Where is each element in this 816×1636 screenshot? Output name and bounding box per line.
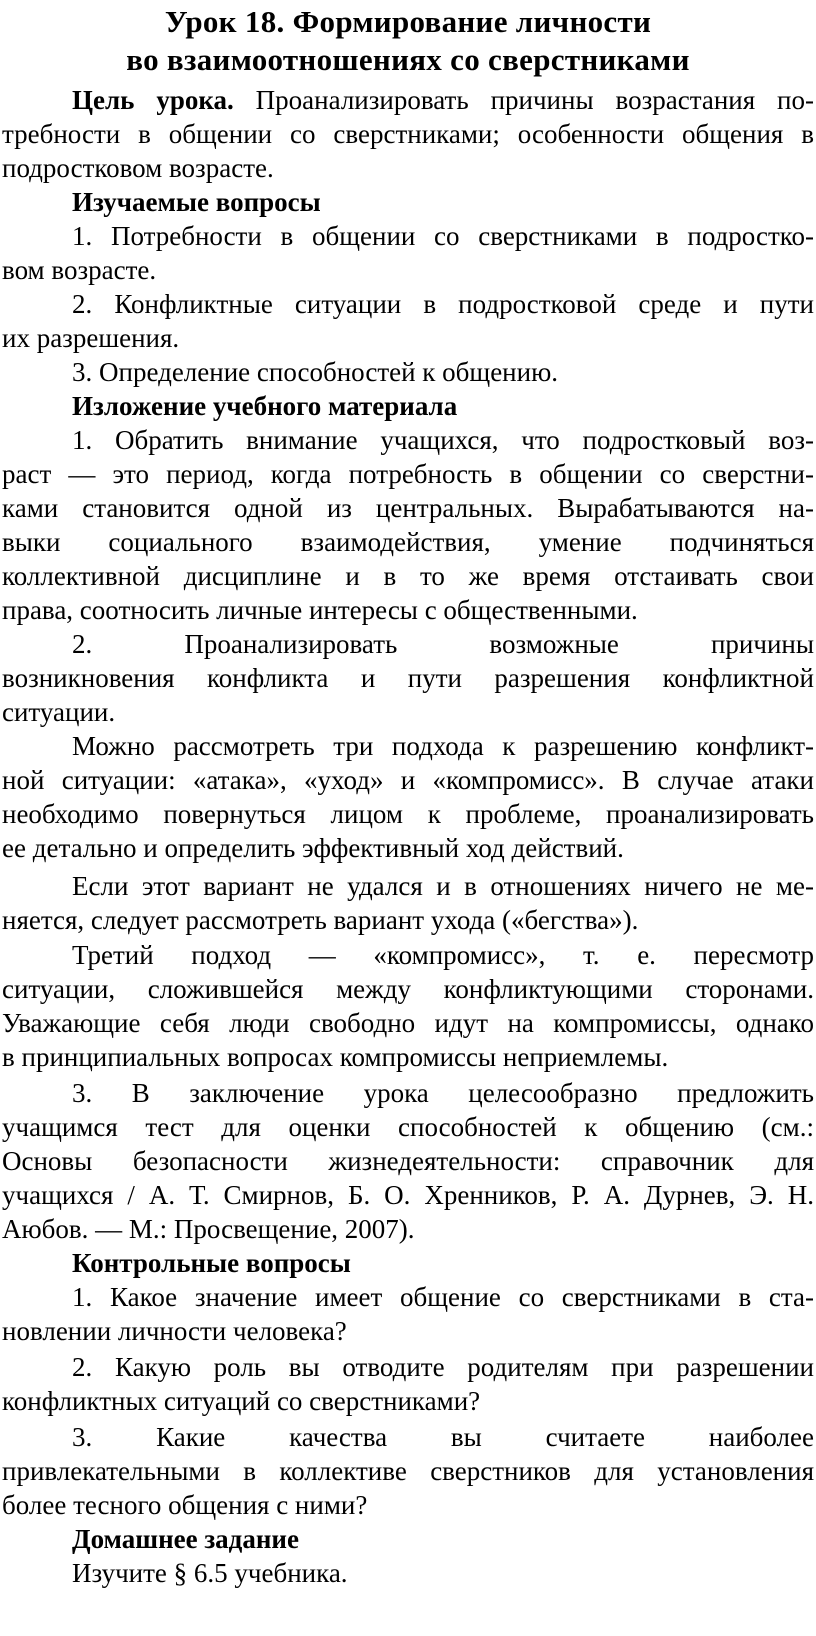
material-line: возникновения конфликта и пути разрешения конфликтной <box>2 663 814 693</box>
material-line: Уважающие себя люди свободно идут на компромиссы, однако <box>2 1008 814 1038</box>
material-line: няется, следует рассмотреть вариант ухода («бегства»). <box>2 905 639 935</box>
material-line: 2. Проанализировать возможные причины <box>72 629 814 659</box>
material-line: ситуации. <box>2 697 116 727</box>
control-line: более тесного общения с ними? <box>2 1490 368 1520</box>
studied-line: вом возрасте. <box>2 255 157 285</box>
goal-text-1: Проанализировать причины возрастания по- <box>233 85 814 115</box>
homework-heading: Домашнее задание <box>72 1524 299 1554</box>
control-line: 2. Какую роль вы отводите родителям при разрешении <box>72 1352 814 1382</box>
material-line: раст — это период, когда потребность в общении со сверстни- <box>2 459 814 489</box>
material-line: в принципиальных вопросах компромиссы неприемлемы. <box>2 1042 669 1072</box>
material-heading: Изложение учебного материала <box>72 391 458 421</box>
control-line: привлекательными в коллективе сверстников для установления <box>2 1456 814 1486</box>
lesson-title-line-2: во взаимоотношениях со сверстниками <box>126 42 690 77</box>
material-line: ее детально и определить эффективный ход действий. <box>2 833 624 863</box>
homework-text: Изучите § 6.5 учебника. <box>72 1558 348 1588</box>
material-line: коллективной дисциплине и в то же время отстаивать свои <box>2 561 814 591</box>
material-line: права, соотносить личные интересы с общественными. <box>2 595 638 625</box>
material-line: Третий подход — «компромисс», т. е. пересмотр <box>72 940 814 970</box>
control-heading: Контрольные вопросы <box>72 1248 351 1278</box>
control-line: новлении личности человека? <box>2 1316 347 1346</box>
material-line: ной ситуации: «атака», «уход» и «компромисс». В случае атаки <box>2 765 814 795</box>
material-line: Аюбов. — М.: Просвещение, 2007). <box>2 1214 415 1244</box>
material-line: Если этот вариант не удался и в отношениях ничего не ме- <box>72 871 814 901</box>
material-line: необходимо повернуться лицом к проблеме, проанализировать <box>2 799 814 829</box>
goal-paragraph-line-2: требности в общении со сверстниками; особенности общения в <box>2 119 814 149</box>
material-line: учащихся / А. Т. Смирнов, Б. О. Хренников, Р. А. Дурнев, Э. Н. <box>2 1180 814 1210</box>
goal-paragraph-line-3: подростковом возрасте. <box>2 153 274 183</box>
studied-line: 1. Потребности в общении со сверстниками в подростко- <box>72 221 814 251</box>
studied-line: 2. Конфликтные ситуации в подростковой среде и пути <box>72 289 814 319</box>
studied-line: 3. Определение способностей к общению. <box>72 357 558 387</box>
material-line: выки социального взаимодействия, умение подчиняться <box>2 527 814 557</box>
material-line: Можно рассмотреть три подхода к разрешению конфликт- <box>72 731 814 761</box>
material-line: ками становится одной из центральных. Вырабатываются на- <box>2 493 814 523</box>
studied-heading: Изучаемые вопросы <box>72 187 321 217</box>
control-line: 1. Какое значение имеет общение со сверстниками в ста- <box>72 1282 814 1312</box>
control-line: конфликтных ситуаций со сверстниками? <box>2 1386 481 1416</box>
goal-label: Цель урока. <box>72 85 234 115</box>
material-line: ситуации, сложившейся между конфликтующими сторонами. <box>2 974 814 1004</box>
control-line: 3. Какие качества вы считаете наиболее <box>72 1422 814 1452</box>
lesson-title-line-1: Урок 18. Формирование личности <box>164 4 652 39</box>
material-line: 3. В заключение урока целесообразно предложить <box>72 1078 814 1108</box>
material-line: 1. Обратить внимание учащихся, что подростковый воз- <box>72 425 814 455</box>
material-line: Основы безопасности жизнедеятельности: справочник для <box>2 1146 814 1176</box>
goal-paragraph-line-1 <box>72 83 814 117</box>
studied-line: их разрешения. <box>2 323 180 353</box>
material-line: учащимся тест для оценки способностей к общению (см.: <box>2 1112 814 1142</box>
